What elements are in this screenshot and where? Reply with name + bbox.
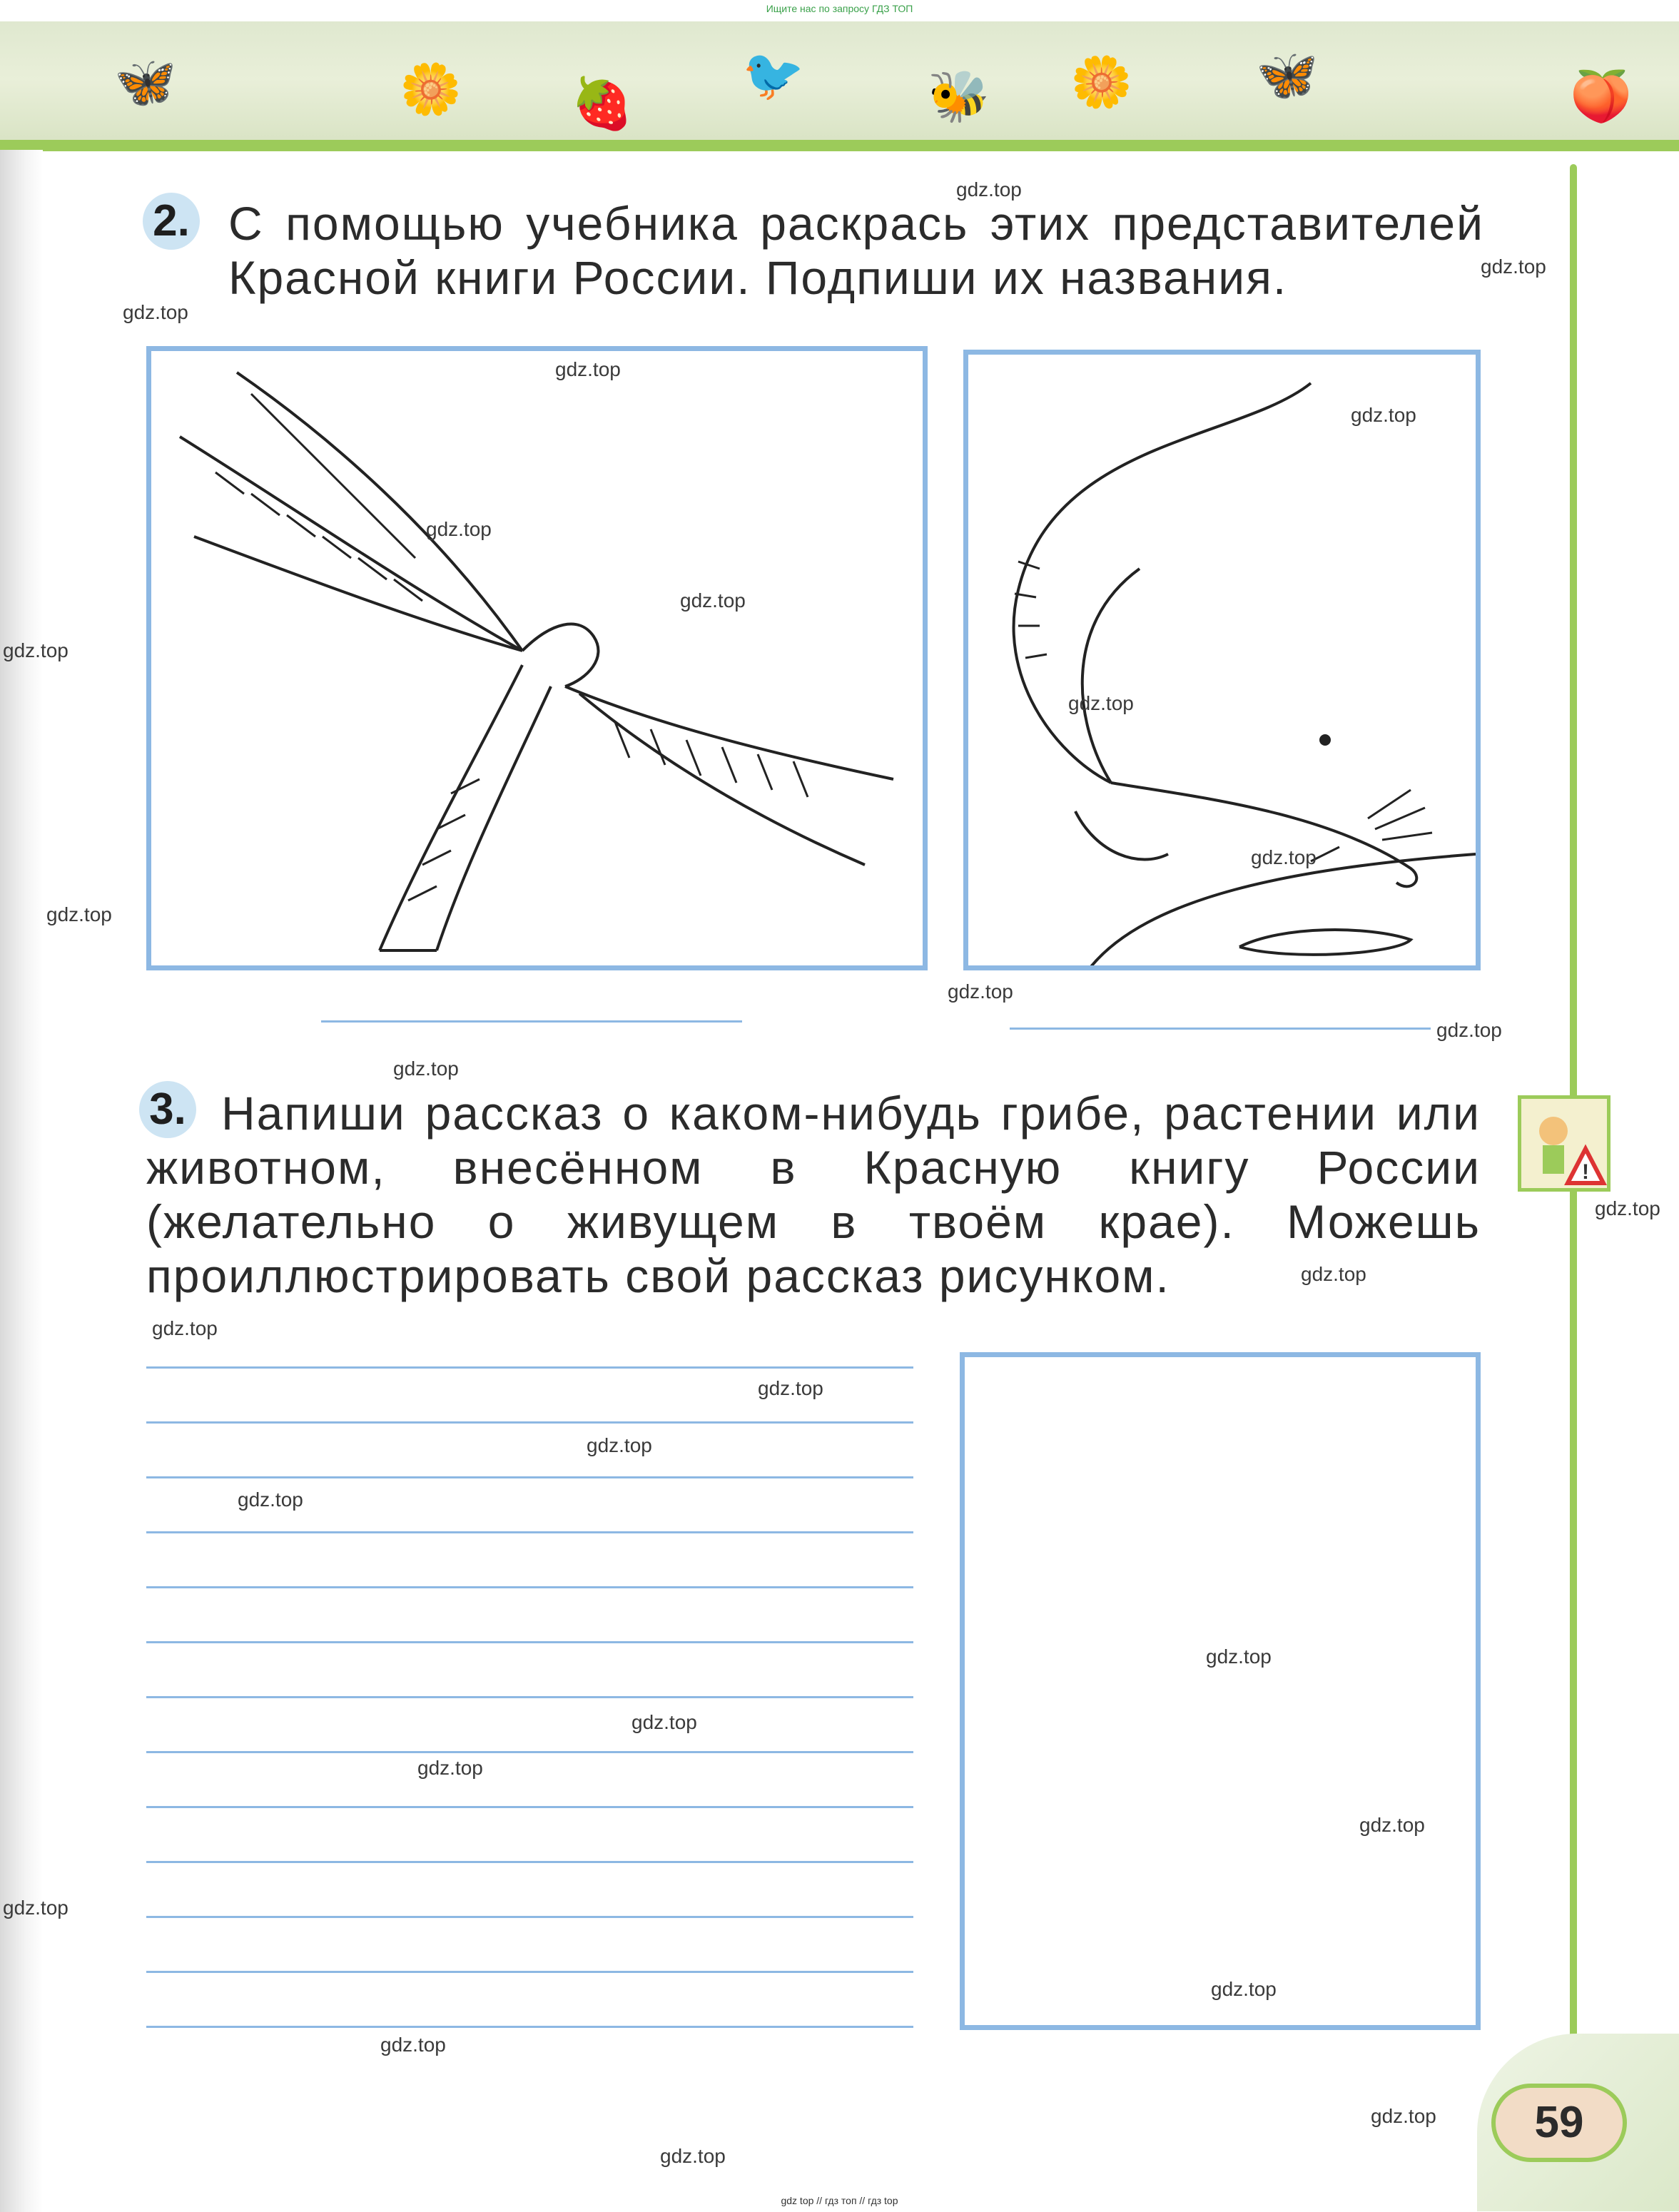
watermark: gdz.top [417, 1757, 483, 1779]
watermark: gdz.top [1595, 1197, 1660, 1219]
header-banner [0, 21, 1679, 150]
story-line[interactable] [146, 1421, 913, 1424]
desman-frame [963, 350, 1481, 970]
story-line[interactable] [146, 1531, 913, 1533]
flower-icon: 🌼 [400, 61, 462, 117]
watermark: gdz.top [393, 1057, 459, 1080]
watermark: gdz.top [1251, 846, 1317, 868]
story-line[interactable] [146, 1861, 913, 1863]
story-line[interactable] [146, 1806, 913, 1808]
eagle-drawing [151, 351, 923, 965]
desman-drawing [968, 355, 1476, 965]
watermark: gdz.top [660, 2145, 726, 2167]
page-number: 59 [1491, 2084, 1627, 2162]
story-line[interactable] [146, 1586, 913, 1588]
footer-note: gdz top // гдз топ // гдз top [781, 2195, 898, 2206]
eagle-frame [146, 346, 928, 970]
watermark: gdz.top [1359, 1814, 1425, 1836]
watermark: gdz.top [948, 980, 1013, 1003]
story-line[interactable] [146, 2026, 913, 2028]
top-note: Ищите нас по запросу ГДЗ ТОП [766, 3, 913, 14]
watermark: gdz.top [1436, 1019, 1502, 1041]
safety-sign-icon [1518, 1095, 1610, 1192]
story-line[interactable] [146, 1751, 913, 1753]
desman-name-line[interactable] [1010, 1028, 1431, 1030]
watermark: gdz.top [758, 1377, 823, 1399]
watermark: gdz.top [380, 2034, 446, 2056]
watermark: gdz.top [426, 518, 492, 540]
story-line[interactable] [146, 1696, 913, 1698]
eagle-name-line[interactable] [321, 1020, 742, 1023]
watermark: gdz.top [3, 1897, 69, 1919]
watermark: gdz.top [631, 1711, 697, 1733]
task2-number-badge: 2. [143, 193, 200, 250]
watermark: gdz.top [3, 639, 69, 661]
strawberry-icon: 🍓 [571, 76, 634, 131]
story-line[interactable] [146, 1641, 913, 1643]
watermark: gdz.top [587, 1434, 652, 1456]
flower-icon: 🌼 [1070, 54, 1133, 110]
butterfly-icon: 🦋 [114, 54, 177, 110]
watermark: gdz.top [238, 1488, 303, 1511]
task2-instruction: С помощью учебника раскрась этих представителей Красной книги России. Подпиши их названия. [228, 197, 1484, 304]
watermark: gdz.top [1206, 1645, 1272, 1668]
bird-icon: 🐦 [742, 47, 805, 103]
svg-text:!: ! [1582, 1160, 1589, 1184]
watermark: gdz.top [1211, 1978, 1277, 2000]
butterfly-icon: 🦋 [1256, 47, 1319, 103]
story-line[interactable] [146, 1476, 913, 1478]
watermark: gdz.top [680, 589, 746, 612]
story-line[interactable] [146, 1916, 913, 1918]
task3-number-badge: 3. [139, 1081, 196, 1138]
illustration-frame[interactable] [960, 1352, 1481, 2030]
watermark: gdz.top [956, 178, 1022, 201]
watermark: gdz.top [1351, 404, 1416, 426]
watermark: gdz.top [1301, 1263, 1366, 1285]
apple-icon: 🍑 [1570, 69, 1633, 124]
task3-instruction: Напиши рассказ о каком-нибудь грибе, растении или животном, внесённом в Красную книгу России (желательно о живущем в твоём крае). Можешь проиллюстрировать свой рассказ рисунком. [146, 1087, 1481, 1302]
banner-stripe [0, 140, 1679, 151]
watermark: gdz.top [555, 358, 621, 380]
story-line[interactable] [146, 1971, 913, 1973]
watermark: gdz.top [152, 1317, 218, 1339]
story-line[interactable] [146, 1366, 913, 1369]
watermark: gdz.top [123, 301, 188, 323]
watermark: gdz.top [1068, 692, 1134, 714]
watermark: gdz.top [46, 903, 112, 925]
watermark: gdz.top [1371, 2105, 1436, 2127]
bee-icon: 🐝 [928, 69, 990, 124]
watermark: gdz.top [1481, 255, 1546, 278]
